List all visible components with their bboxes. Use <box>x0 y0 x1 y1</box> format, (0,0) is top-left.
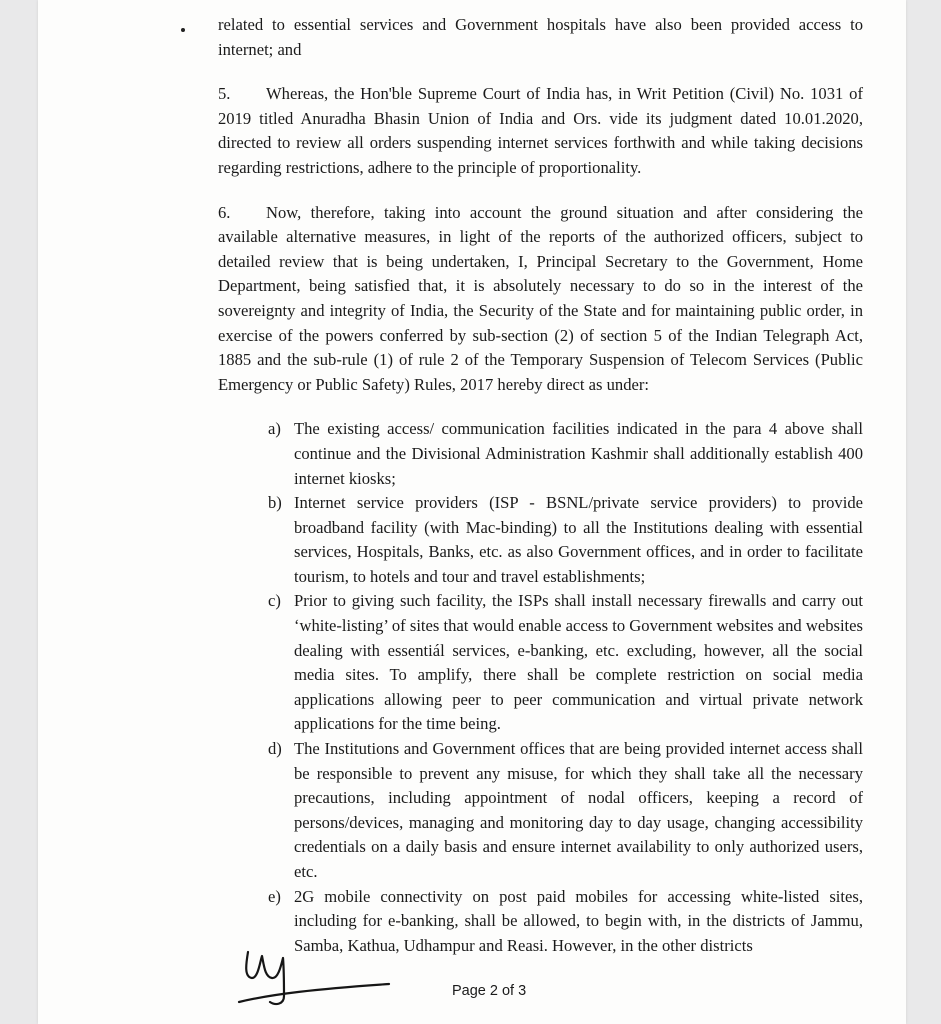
list-item <box>218 417 863 491</box>
document-content <box>218 13 863 958</box>
list-item-text: 2G mobile connectivity on post paid mobiles for accessing white-listed sites, including for e-banking, shall be allowed, to begin with, in the districts of Jammu, Samba, Kathua, Udhampur and Reasi. However, in the other districts <box>294 886 863 955</box>
list-item <box>218 737 863 885</box>
list-item-text: Prior to giving such facility, the ISPs shall install necessary firewalls and carry out ‘white-listing’ of sites that would enable access to Government websites and websites dealing with essentiál services, e-banking, etc. excluding, however, all the social media sites. To amplify, there shall be complete restriction on social media applications allowing peer to peer communication and virtual private network applications for the time being. <box>294 591 863 734</box>
paragraph-number: 5. <box>218 84 231 104</box>
list-item <box>218 589 863 737</box>
list-item-label: b) <box>268 493 282 513</box>
list-item-text: The existing access/ communication facilities indicated in the para 4 above shall continue and the Divisional Administration Kashmir shall additionally establish 400 internet kiosks; <box>294 419 863 488</box>
opening-text: related to essential services and Government hospitals have also been provided access to internet; and <box>218 15 863 59</box>
list-item-text: The Institutions and Government offices that are being provided internet access shall be responsible to prevent any misuse, for which they shall take all the necessary precautions, including appointment of nodal officers, keeping a record of persons/devices, managing and monitoring day to day usage, changing accessibility credentials on a daily basis and ensure internet availability to only authorized users, etc. <box>294 739 863 881</box>
directives-list <box>218 417 863 958</box>
paragraph-5 <box>218 82 863 180</box>
paragraph-number: 6. <box>218 202 231 222</box>
paragraph-6 <box>218 201 863 398</box>
paragraph-text: Now, therefore, taking into account the ground situation and after considering the available alternative measures, in light of the reports of the authorized officers, subject to detailed review that is being undertaken, I, Principal Secretary to the Government, Home Department, being satisfied that, it is absolutely necessary to do so in the interest of the sovereignty and integrity of India, the Security of the State and for maintaining public order, in exercise of the powers conferred by sub-section (2) of section 5 of the Indian Telegraph Act, 1885 and the sub-rule (1) of rule 2 of the Temporary Suspension of Telecom Services (Public Emergency or Public Safety) Rules, 2017 hereby direct as under: <box>218 202 863 394</box>
signature <box>234 942 394 1012</box>
list-item-text: Internet service providers (ISP - BSNL/private service providers) to provide broadband facility (with Mac-binding) to all the Institutions dealing with essential services, Hospitals, Banks, etc. as also Government offices, and in order to facilitate tourism, to hotels and tour and travel establishments; <box>294 493 863 586</box>
page-number: Page 2 of 3 <box>452 983 527 999</box>
list-item-label: e) <box>268 886 281 906</box>
list-item-label: a) <box>268 419 281 439</box>
list-item <box>218 491 863 589</box>
list-item-label: c) <box>268 591 281 611</box>
list-item-label: d) <box>268 739 282 759</box>
paragraph-text: Whereas, the Hon'ble Supreme Court of India has, in Writ Petition (Civil) No. 1031 of 2019 titled Anuradha Bhasin Union of India and Ors. vide its judgment dated 10.01.2020, directed to review all orders suspending internet services forthwith and while taking decisions regarding restrictions, adhere to the principle of proportionality. <box>218 84 863 177</box>
document-page <box>38 0 906 1024</box>
page-mark <box>181 28 185 32</box>
